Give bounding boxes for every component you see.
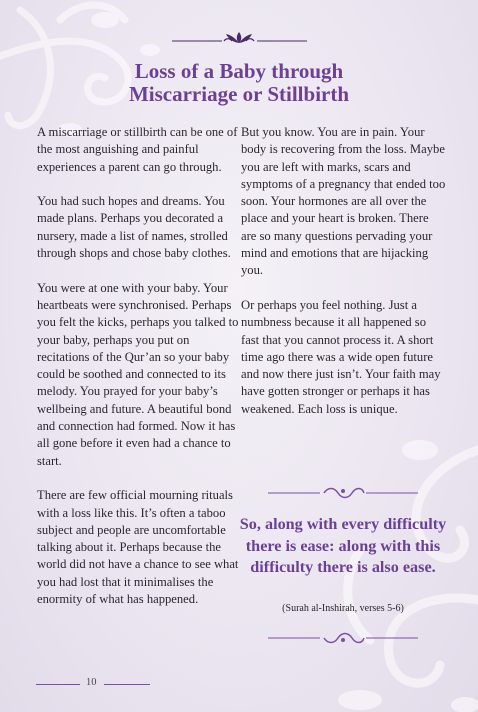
paragraph: Or perhaps you feel nothing. Just a numbness because it all happened so fast that you cannot process it. A short time ago there was a wide open future and now there just isn’t. Your faith may have gotten stronger or perhaps it has weakened. Each loss is unique.	[241, 297, 441, 416]
page-title-line1: Loss of a Baby through	[134, 59, 344, 83]
paragraph: You were at one with your baby. Your heartbeats were synchronised. Perhaps you felt the kicks, perhaps you talked to your baby, perhaps you put on recitations of the Qur’an so your baby could be soothed and connected to its melody. You prayed for your baby’s wellbeing and future. A beautiful bond and connection had formed. Now it has all gone before it even had a chance to start.	[37, 280, 239, 468]
paragraph: A miscarriage or stillbirth can be one of the most anguishing and painful experiences a parent can go through.	[37, 125, 238, 174]
footer-rule	[104, 684, 150, 685]
page-title-line2: Miscarriage or Stillbirth	[128, 82, 350, 106]
page-number: 10	[86, 677, 97, 688]
page-title	[0, 60, 478, 106]
ornament-divider-icon	[268, 630, 418, 646]
ornament-divider-icon	[268, 484, 418, 500]
left-column	[37, 124, 242, 626]
paragraph: But you know. You are in pain. Your body is recovering from the loss. Maybe you are left with marks, scars and symptoms of a pregnancy that ended too soon. Your hormones are all over the place and your heart is broken. There are so many questions pervading your mind and emotions that are hijacking you.	[241, 125, 446, 278]
quote-reference: (Surah al-Inshirah, verses 5-6)	[282, 603, 404, 614]
footer-rule	[36, 684, 80, 685]
paragraph: You had such hopes and dreams. You made plans. Perhaps you decorated a nursery, made a list of names, strolled through shops and chose baby clothes.	[37, 194, 231, 261]
right-column	[241, 124, 446, 435]
ornament-divider-icon	[172, 30, 307, 46]
paragraph: There are few official mourning rituals with a loss like this. It’s often a taboo subject and people are uncomfortable talking about it. Perhaps because the world did not have a chance to see what you had lost that it minimalises the enormity of what has happened.	[37, 488, 239, 607]
quote-text: So, along with every difficulty there is ease: along with this difficulty there is also ease.	[239, 515, 447, 577]
